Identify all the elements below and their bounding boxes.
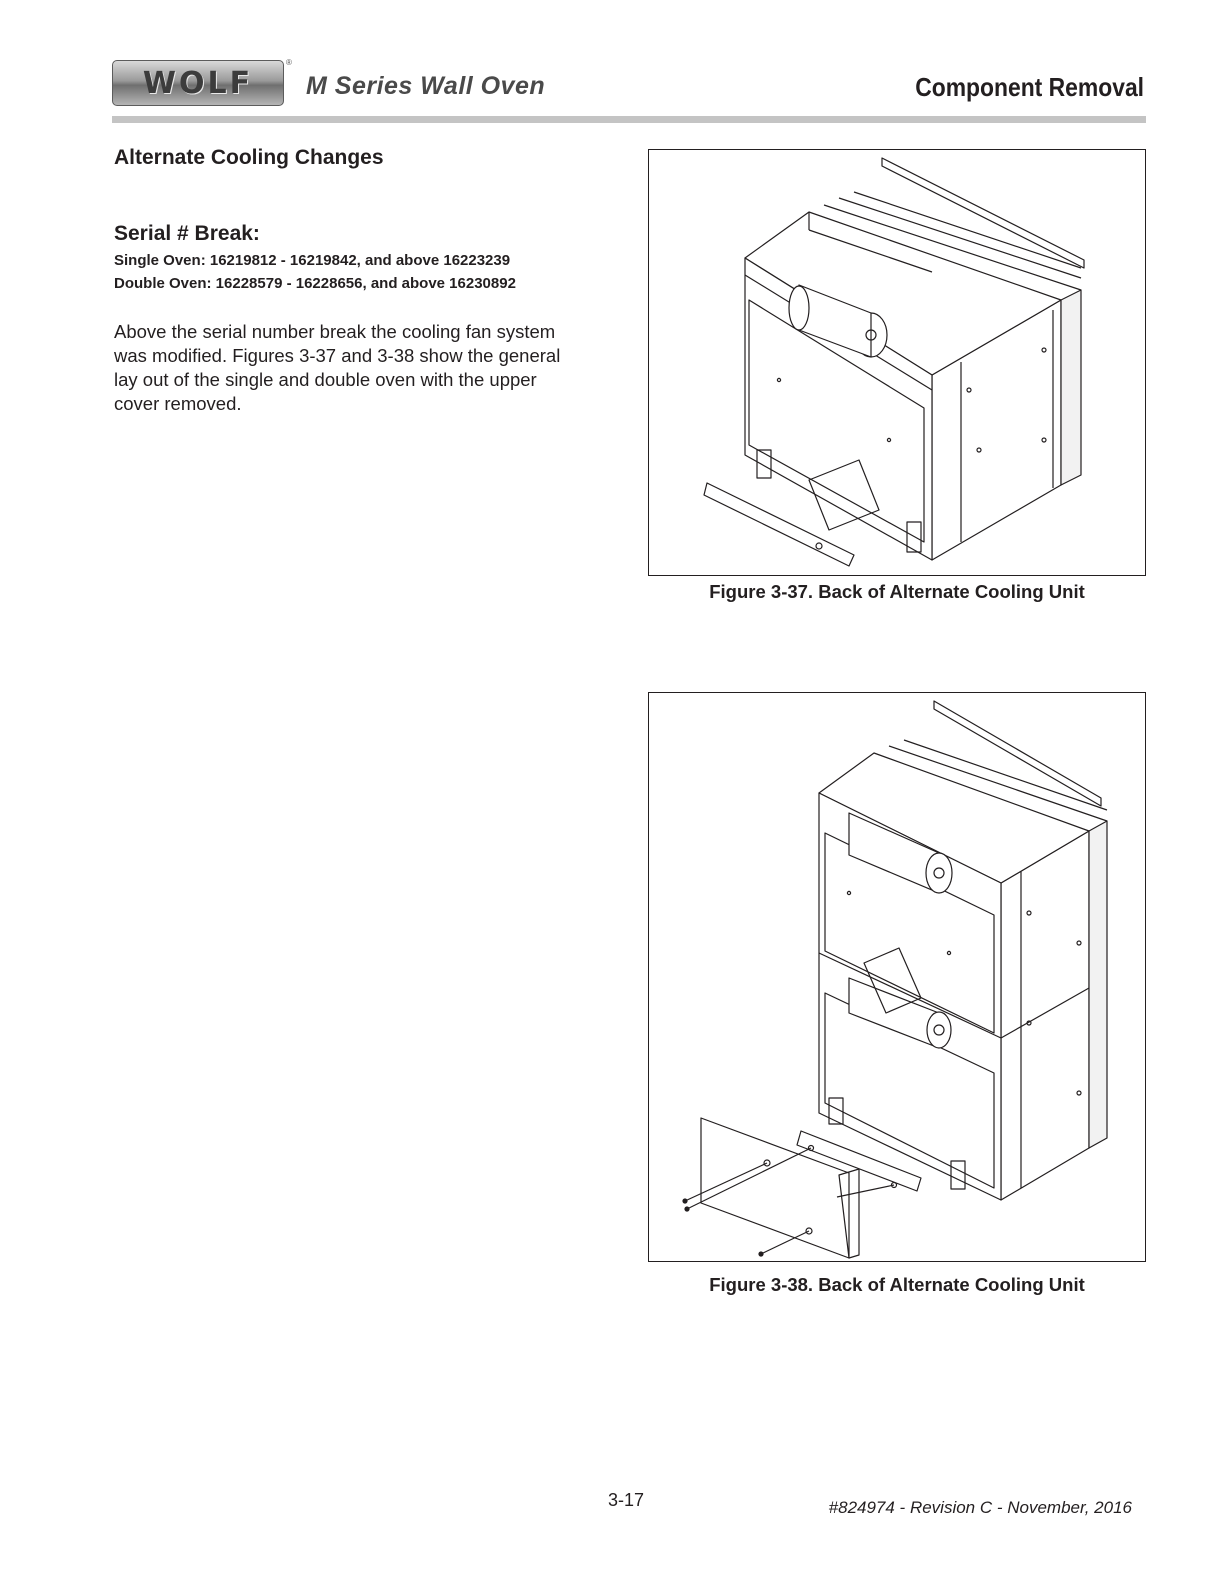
serial-line-double: Double Oven: 16228579 - 16228656, and above 16230892 <box>114 275 516 292</box>
heading-alternate-cooling: Alternate Cooling Changes <box>114 146 384 169</box>
series-title: M Series Wall Oven <box>306 72 546 100</box>
single-oven-illustration <box>649 150 1147 577</box>
figure-3-38-frame <box>648 692 1146 1262</box>
header-rule <box>112 116 1146 123</box>
section-title: Component Removal <box>915 72 1144 102</box>
wolf-logo <box>112 60 284 106</box>
paragraph-line: was modified. Figures 3-37 and 3-38 show the general <box>114 345 561 366</box>
double-oven-illustration <box>649 693 1147 1263</box>
paragraph-line: Above the serial number break the cooling fan system <box>114 321 556 342</box>
paragraph-line: cover removed. <box>114 393 242 414</box>
body-paragraph <box>114 320 614 416</box>
logo-text: WOLF <box>142 65 254 101</box>
figure-3-37-frame <box>648 149 1146 576</box>
registered-mark: ® <box>286 58 292 67</box>
page-number: 3-17 <box>608 1490 645 1510</box>
paragraph-line: lay out of the single and double oven with the upper <box>114 369 537 390</box>
heading-serial-break: Serial # Break: <box>114 222 260 245</box>
document-revision: #824974 - Revision C - November, 2016 <box>828 1498 1132 1517</box>
figure-3-38-caption: Figure 3-38. Back of Alternate Cooling Unit <box>709 1274 1085 1295</box>
figure-3-37-caption: Figure 3-37. Back of Alternate Cooling Unit <box>709 581 1085 602</box>
serial-line-single: Single Oven: 16219812 - 16219842, and above 16223239 <box>114 252 511 269</box>
